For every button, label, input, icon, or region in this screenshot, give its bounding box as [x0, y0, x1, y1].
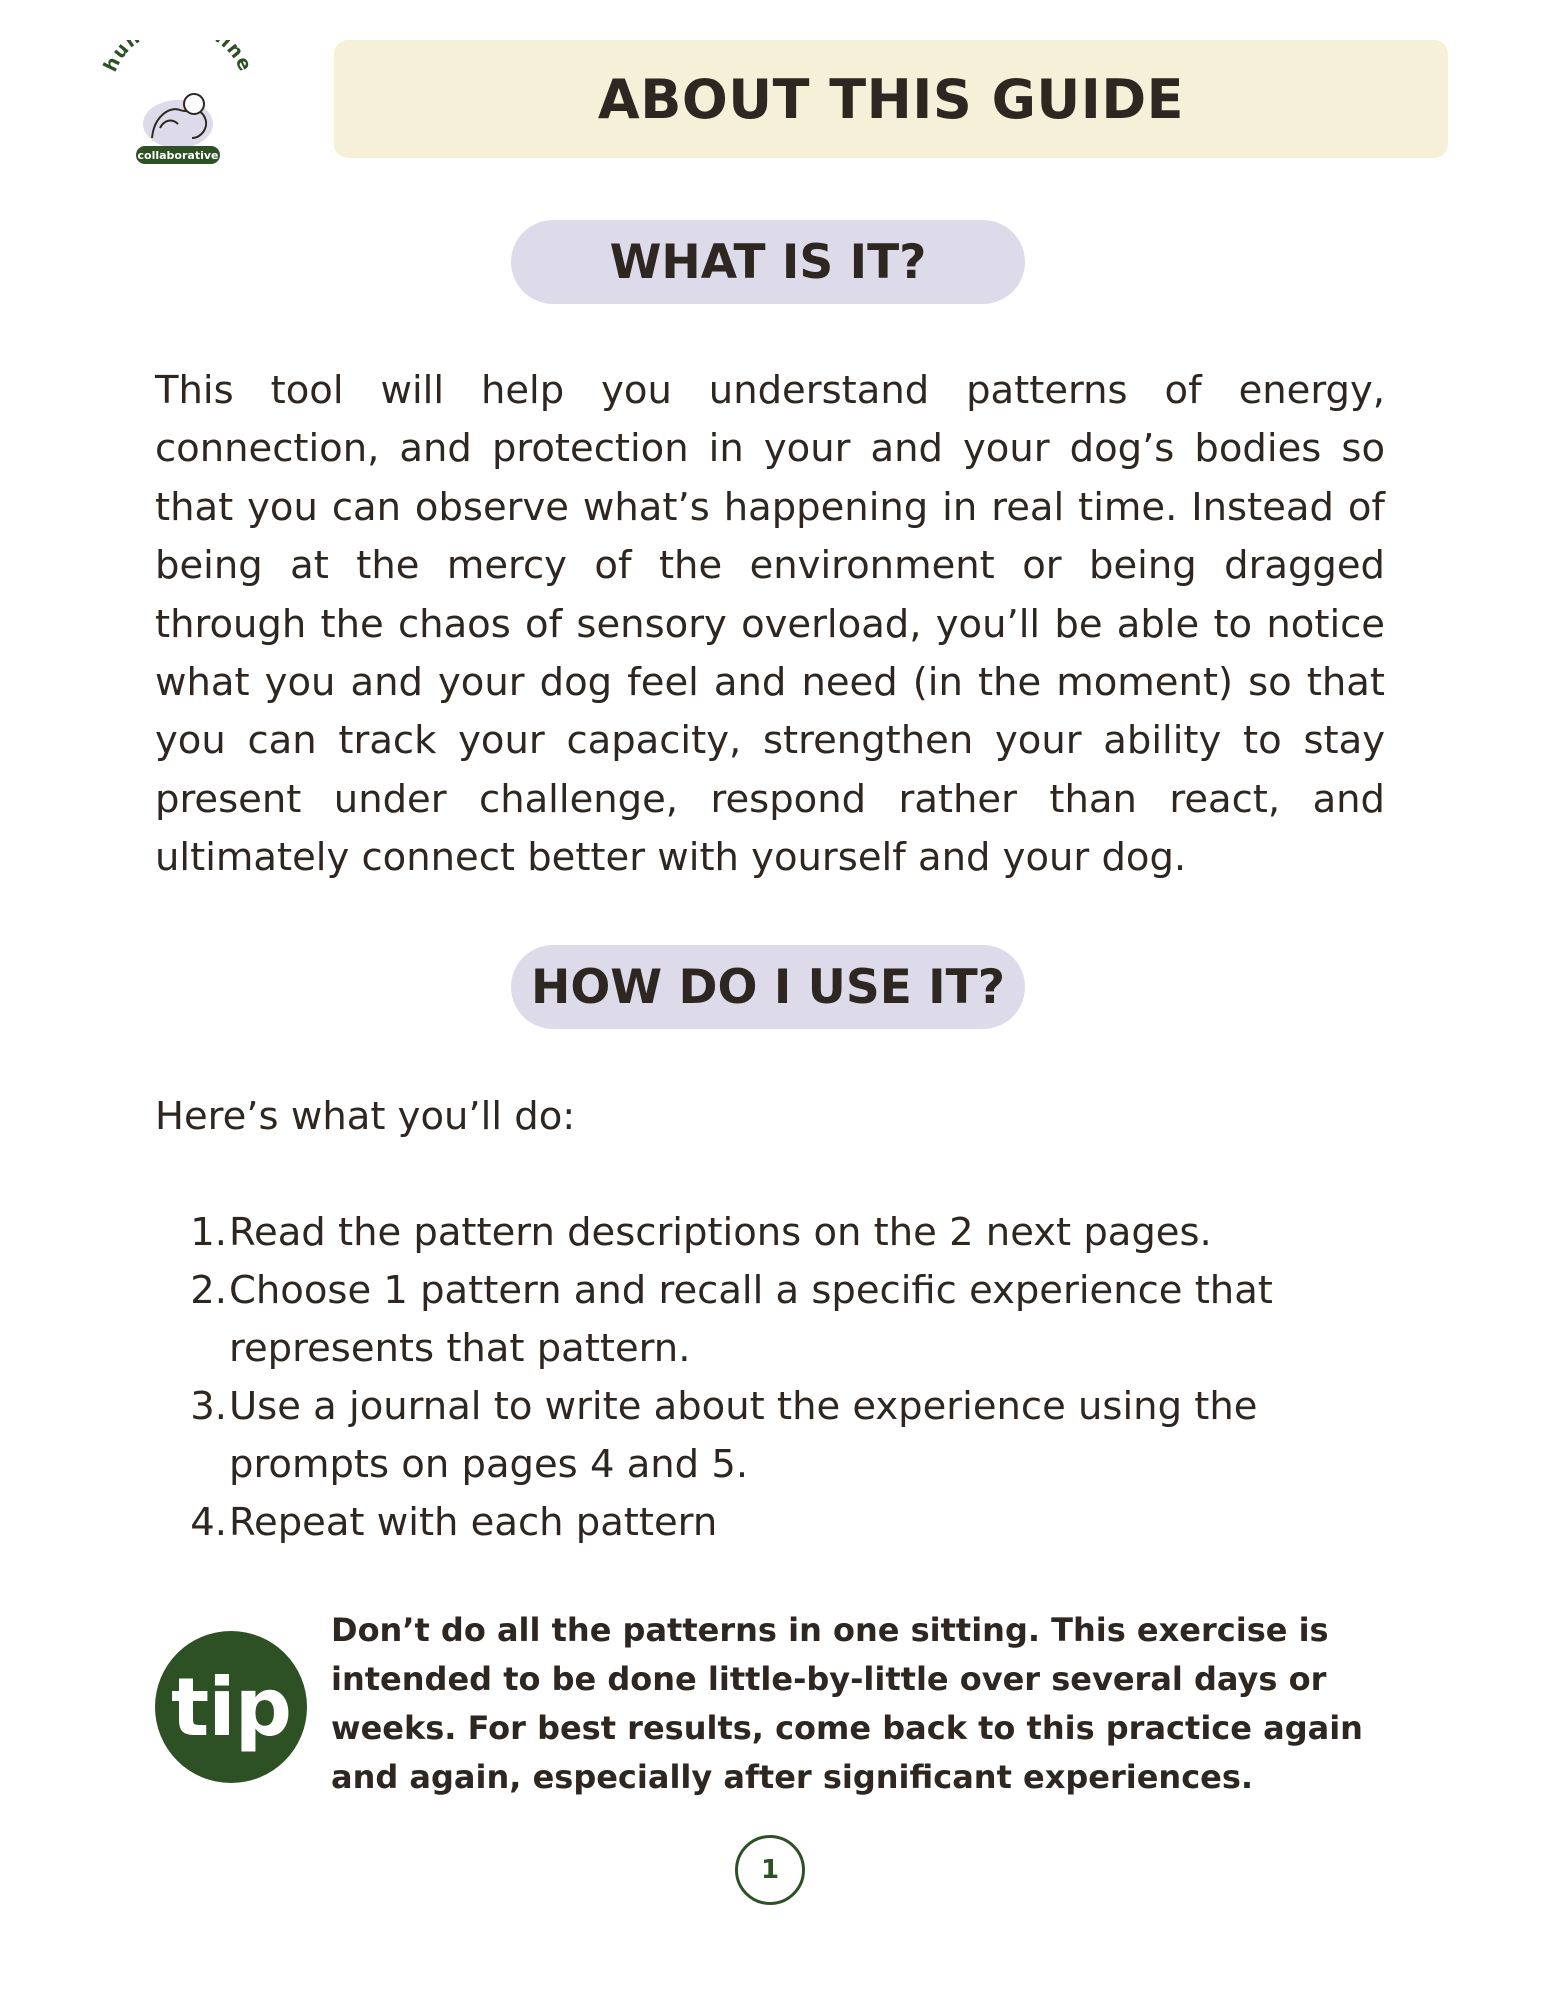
step-text: Repeat with each pattern: [229, 1500, 718, 1545]
step-number: 1.: [190, 1210, 227, 1255]
how-to-intro-text: Here’s what you’ll do:: [155, 1094, 576, 1139]
list-item: [175, 1378, 1295, 1494]
logo-arc-text: hu ine: [99, 40, 257, 76]
step-number: 2.: [190, 1268, 227, 1313]
step-number: 4.: [190, 1500, 227, 1545]
steps-list: [175, 1204, 1295, 1552]
tip-badge: tip: [155, 1631, 307, 1783]
section-heading-how-do-i-use-it: HOW DO I USE IT?: [511, 945, 1025, 1029]
brand-logo: [98, 40, 258, 166]
tip-text: Don’t do all the patterns in one sitting. This exercise is intended to be done little-by-little over several days or weeks. For best results, come back to this practice again and again, especially after significant experiences.: [331, 1611, 1363, 1796]
logo-badge-text: collaborative: [137, 149, 219, 162]
list-item: [175, 1204, 1295, 1262]
person-hugging-dog-icon: [98, 40, 258, 166]
page-title: ABOUT THIS GUIDE: [597, 67, 1185, 131]
page-number: 1: [735, 1835, 805, 1905]
list-item: [175, 1262, 1295, 1378]
what-is-it-paragraph: This tool will help you understand patterns of energy, connection, and protection in your and your dog’s bodies so that you can observe what’s happening in real time. Instead of being at the mercy of the environment or being dragged through the chaos of sensory overload, you’ll be able to notice what you and your dog feel and need (in the moment) so that you can track your capacity, strengthen your ability to stay present under challenge, respond rather than react, and ultimately connect better with yourself and your dog.: [155, 368, 1385, 881]
step-number: 3.: [190, 1384, 227, 1429]
svg-text:human canine: [99, 40, 256, 75]
header-banner: [334, 40, 1448, 158]
step-text: Read the pattern descriptions on the 2 next pages.: [229, 1210, 1212, 1255]
step-text: Choose 1 pattern and recall a specific experience that represents that pattern.: [229, 1268, 1273, 1371]
section-heading-what-is-it: WHAT IS IT?: [511, 220, 1025, 304]
list-item: [175, 1494, 1295, 1552]
step-text: Use a journal to write about the experience using the prompts on pages 4 and 5.: [229, 1384, 1258, 1487]
